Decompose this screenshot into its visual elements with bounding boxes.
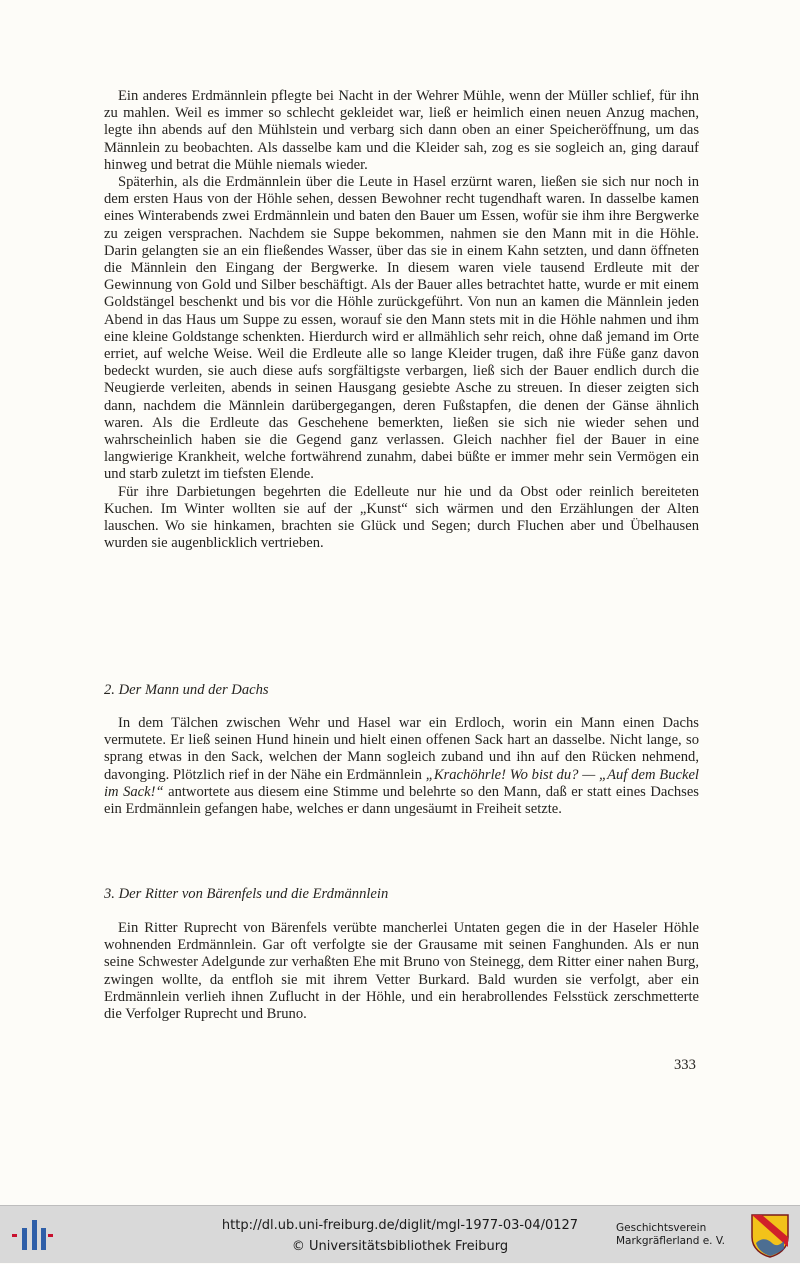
society-name (616, 1222, 746, 1248)
dachs-text-before: In dem Tälchen zwischen Wehr und Hasel war ein Erdloch, worin ein Mann einen Dachs vermutete. Er ließ seinen Hund hinein und hielt einen offenen Sack hart an dasselbe. Nicht lange, so sprang etwas in den Sack, welchen der Mann sogleich zuband und ihn auf den Rücken nehmend, davonging. Plötzlich rief in der Nähe ein Erdmännlein (104, 715, 699, 783)
section-2-text (104, 715, 699, 818)
heading-ritter-baerenfels: 3. Der Ritter von Bärenfels und die Erdmännlein (104, 886, 389, 902)
page-number: 333 (674, 1057, 696, 1073)
dachs-quote: „Krachöhrle! Wo bist du? — „Auf dem Buckel im Sack!“ (104, 766, 699, 800)
paragraph-darbietungen: Für ihre Darbietungen begehrten die Edelleute nur hie und da Obst oder reinlich bereiteten Kuchen. Im Winter wollten sie auf der „Kunst“ sich wärmen und den Erzählungen der Alten lauschen. Wo sie hinkamen, brachten sie Glück und Segen; durch Fluchen aber und Übelhausen wurden sie augenblicklich vertrieben. (104, 483, 699, 552)
society-line-1: Geschichtsverein (616, 1222, 707, 1234)
dachs-text-after: antwortete aus diesem eine Stimme und belehrte so den Mann, daß er statt eines Dachses ein Erdmännlein gefangen habe, welches er dann ungesäumt in Freiheit setzte. (104, 783, 699, 818)
society-line-2: Markgräflerland e. V. (616, 1235, 726, 1247)
section-1-text (104, 88, 699, 552)
copyright-text: © Universitätsbibliothek Freiburg (291, 1239, 509, 1254)
paragraph-hasel: Späterhin, als die Erdmännlein über die Leute in Hasel erzürnt waren, ließen sie sich nur noch in dem ersten Haus von der Höhle sehen, dessen Bewohner recht tugendhaft waren. In dasselbe kamen eines Winterabends zwei Erdmännlein und baten den Bauer um Essen, wofür sie ihm ihre Bergwerke zu zeigen versprachen. Nachdem sie Suppe bekommen, nahmen sie den Mann mit in die Höhle. Darin gelangten sie an ein fließendes Wasser, über das sie in einem Kahn setzten, und dann öffneten die Männlein den Eingang der Bergwerke. In diesem waren viele tausend Erdleute mit der Gewinnung von Gold und Silber beschäftigt. Als der Bauer alles betrachtet hatte, wurde er mit einem Goldstängel beschenkt und bis vor die Höhle zurückgeführt. Von nun an kamen die Männlein jeden Abend in das Haus um Suppe zu essen, worauf sie den Mann stets mit in die Höhle nahmen und ihm eine kleine Goldstange schenkten. Hierdurch wird er allmählich sehr reich, ohne daß jemand im Orte erriet, auf welche Weise. Weil die Erdleute alle so lange Kleider trugen, daß ihre Füße ganz davon bedeckt wurden, sie auch diese aufs sorgfältigste verbargen, ließ sich der Bauer endlich durch die Neugierde verleiten, abends in seinen Hausgang gesiebte Asche zu streuen. In dieser zeigten sich dann, nachdem die Männlein darübergegangen, deren Fußstapfen, die denen der Gänse ähnlich waren. Als die Erdleute das Geschehene bemerkten, ließen sie sich nie wieder sehen und wahrscheinlich haben sie die Gegend ganz verlassen. Gleich nachher fiel der Bauer in eine langwierige Krankheit, welche fortwährend zunahm, dabei büßte er immer mehr sein Vermögen ein und starb zuletzt im tiefsten Elende. (104, 174, 699, 483)
footer-bar (0, 1205, 800, 1263)
coat-of-arms-icon (750, 1213, 790, 1259)
permalink-url[interactable]: http://dl.ub.uni-freiburg.de/diglit/mgl-1977-03-04/0127 (221, 1218, 579, 1233)
paragraph-ritter: Ein Ritter Ruprecht von Bärenfels verübte mancherlei Untaten gegen die in der Haseler Höhle wohnenden Erdmännlein. Gar oft verfolgte sie der Grausame mit seinen Fanghunden. Als er nun seine Schwester Adelgunde zur verhaßten Ehe mit Bruno von Steinegg, dem Ritter einer nahen Burg, zwingen wollte, da entfloh sie mit ihrem Vetter Burkard. Bald wurden sie verfolgt, aber ein Erdmännlein verlieh ihnen Zuflucht in der Höhle, und ein herabrollendes Felsstück zerschmetterte die Verfolger Ruprecht und Bruno. (104, 920, 699, 1023)
paragraph-muehle: Ein anderes Erdmännlein pflegte bei Nacht in der Wehrer Mühle, wenn der Müller schlief, für ihn zu mahlen. Weil es immer so schlecht gekleidet war, ließ er heimlich einen neuen Anzug machen, legte ihn abends auf den Mühlstein und verbarg sich dann oben an einer Speicheröffnung, um das Männlein zu beobachten. Als dasselbe kam und die Kleider sah, zog es sie sogleich an, ging darauf hinweg und betrat die Mühle niemals wieder. (104, 88, 699, 173)
paragraph-dachs (104, 715, 699, 818)
section-3-text (104, 920, 699, 1023)
heading-mann-und-dachs: 2. Der Mann und der Dachs (104, 682, 269, 698)
